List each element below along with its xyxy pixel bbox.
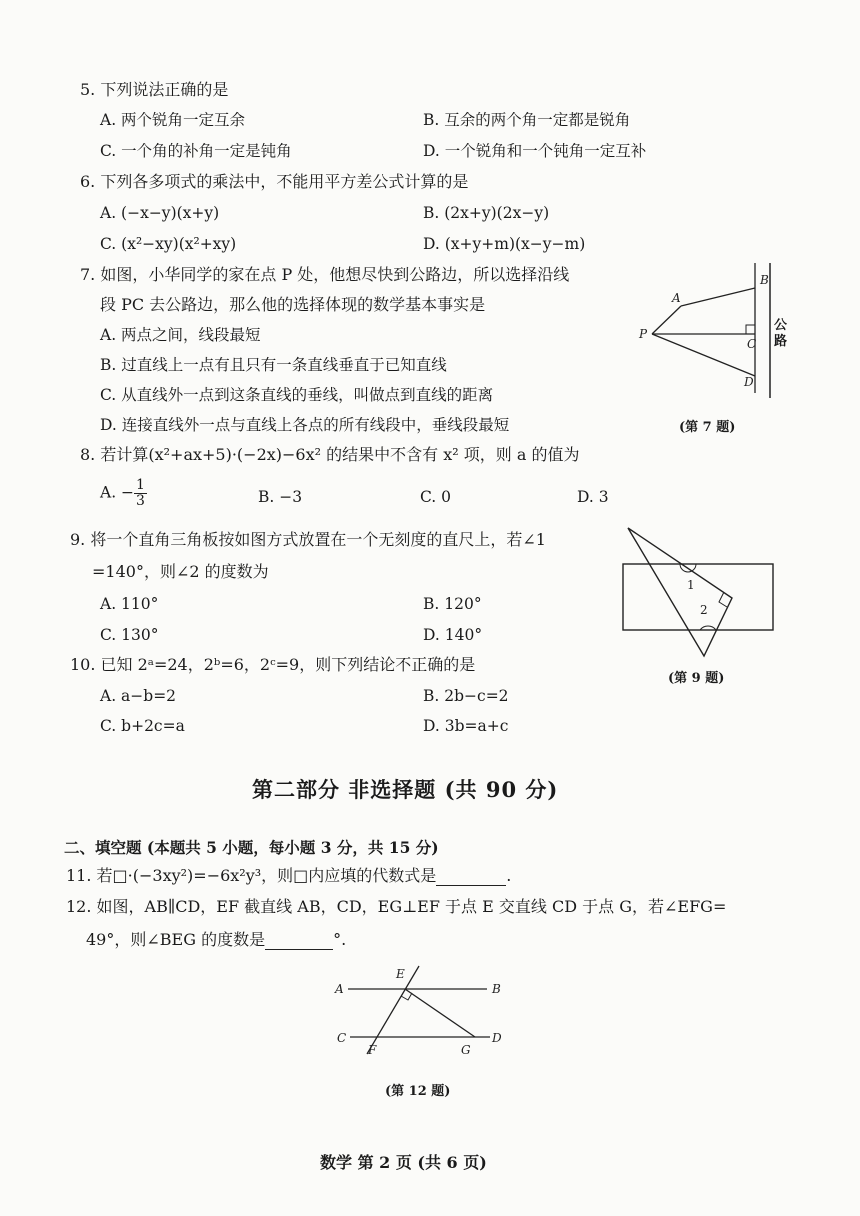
q9-option-a: A. 110°	[100, 595, 159, 613]
q7-segment-ab	[681, 288, 755, 306]
q5-option-c: C. 一个角的补角一定是钝角	[100, 142, 292, 160]
q5-stem: 5. 下列说法正确的是	[80, 80, 229, 99]
q12-label-d: D	[492, 1031, 502, 1045]
q6-option-a: A. (−x−y)(x+y)	[100, 204, 220, 222]
q9-triangle	[628, 528, 732, 656]
q10-option-a: A. a−b=2	[100, 687, 177, 705]
q12-caption: (第 12 题)	[385, 1084, 451, 1099]
q8-option-b: B. −3	[258, 488, 303, 506]
q9-label-angle1: 1	[687, 578, 695, 592]
q12-line2	[86, 930, 346, 950]
q8-option-a	[100, 478, 147, 509]
q11-end: .	[506, 866, 512, 885]
q10-option-b: B. 2b−c=2	[423, 687, 509, 705]
q12-label-b: B	[492, 982, 501, 996]
q8-fraction-numerator: 1	[136, 477, 145, 493]
q8-stem: 8. 若计算(x²+ax+5)·(−2x)−6x² 的结果中不含有 x² 项，则 a 的值为	[80, 445, 580, 464]
q9-stem-line1: 9. 将一个直角三角板按如图方式放置在一个无刻度的直尺上，若∠1	[70, 530, 546, 549]
q12-segment-eg	[405, 989, 475, 1037]
page-footer: 数学 第 2 页 (共 6 页)	[320, 1153, 487, 1172]
q9-option-b: B. 120°	[423, 595, 482, 613]
part2-heading: 第二部分 非选择题 (共 90 分)	[252, 777, 559, 802]
q10-option-c: C. b+2c=a	[100, 717, 185, 735]
q9-caption: (第 9 题)	[668, 671, 725, 686]
q12-answer-blank[interactable]	[265, 949, 333, 950]
q7-road-label: 公路	[774, 318, 788, 349]
q7-option-c: C. 从直线外一点到这条直线的垂线，叫做点到直线的距离	[100, 386, 494, 404]
q8-option-a-prefix: A. −	[100, 483, 135, 502]
q5-option-b: B. 互余的两个角一定都是锐角	[423, 111, 631, 129]
q7-label-p: P	[639, 327, 648, 341]
q7-label-a: A	[672, 291, 681, 305]
q9-option-c: C. 130°	[100, 626, 159, 644]
q12-label-g: G	[461, 1043, 471, 1057]
q6-option-b: B. (2x+y)(2x−y)	[423, 204, 550, 222]
q7-stem-line1: 7. 如图，小华同学的家在点 P 处，他想尽快到公路边，所以选择沿线	[80, 265, 570, 284]
q9-stem-line2: =140°，则∠2 的度数为	[92, 562, 269, 581]
q12-end: °.	[333, 930, 347, 949]
q5-option-a: A. 两个锐角一定互余	[100, 111, 246, 129]
q7-caption: (第 7 题)	[679, 420, 736, 435]
q8-fraction-denominator: 3	[136, 493, 145, 509]
q12-stem-line1: 12. 如图，AB∥CD，EF 截直线 AB，CD，EG⊥EF 于点 E 交直线 CD 于点 G，若∠EFG=	[66, 897, 727, 916]
q12-label-f: F	[368, 1043, 377, 1057]
q8-option-d: D. 3	[577, 488, 609, 506]
q6-option-c: C. (x²−xy)(x²+xy)	[100, 235, 237, 253]
q11-line	[66, 866, 511, 886]
q7-segment-pa	[652, 306, 681, 334]
q9-option-d: D. 140°	[423, 626, 483, 644]
q7-option-d: D. 连接直线外一点与直线上各点的所有线段中，垂线段最短	[100, 416, 510, 434]
q6-stem: 6. 下列各多项式的乘法中，不能用平方差公式计算的是	[80, 172, 469, 191]
q6-option-d: D. (x+y+m)(x−y−m)	[423, 235, 586, 253]
q12-stem-line2: 49°，则∠BEG 的度数是	[86, 930, 266, 949]
q7-segment-pd	[652, 334, 755, 376]
q10-stem: 10. 已知 2ᵃ=24，2ᵇ=6，2ᶜ=9，则下列结论不正确的是	[70, 655, 476, 674]
q7-label-d: D	[744, 375, 754, 389]
q9-ruler	[623, 564, 773, 630]
q8-option-c: C. 0	[420, 488, 452, 506]
q9-label-angle2: 2	[700, 603, 708, 617]
q7-label-b: B	[760, 273, 769, 287]
q9-figure	[620, 522, 780, 667]
q7-stem-line2: 段 PC 去公路边，那么他的选择体现的数学基本事实是	[100, 295, 486, 314]
q7-label-c: C	[747, 337, 757, 351]
q7-right-angle-mark	[746, 325, 755, 334]
q12-label-c: C	[337, 1031, 347, 1045]
q5-option-d: D. 一个锐角和一个钝角一定互补	[423, 142, 647, 160]
q10-option-d: D. 3b=a+c	[423, 717, 509, 735]
q7-figure	[636, 258, 786, 408]
q12-label-a: A	[335, 982, 344, 996]
q8-option-a-fraction	[134, 478, 147, 509]
q7-option-b: B. 过直线上一点有且只有一条直线垂直于已知直线	[100, 356, 447, 374]
section2-heading: 二、填空题 (本题共 5 小题，每小题 3 分，共 15 分)	[64, 838, 439, 857]
q11-answer-blank[interactable]	[436, 885, 506, 886]
q12-label-e: E	[396, 967, 405, 981]
q12-line-ef	[367, 966, 419, 1054]
q11-stem: 11. 若□·(−3xy²)=−6x²y³，则□内应填的代数式是	[66, 866, 437, 885]
q7-option-a: A. 两点之间，线段最短	[100, 326, 261, 344]
q12-figure	[332, 962, 512, 1062]
